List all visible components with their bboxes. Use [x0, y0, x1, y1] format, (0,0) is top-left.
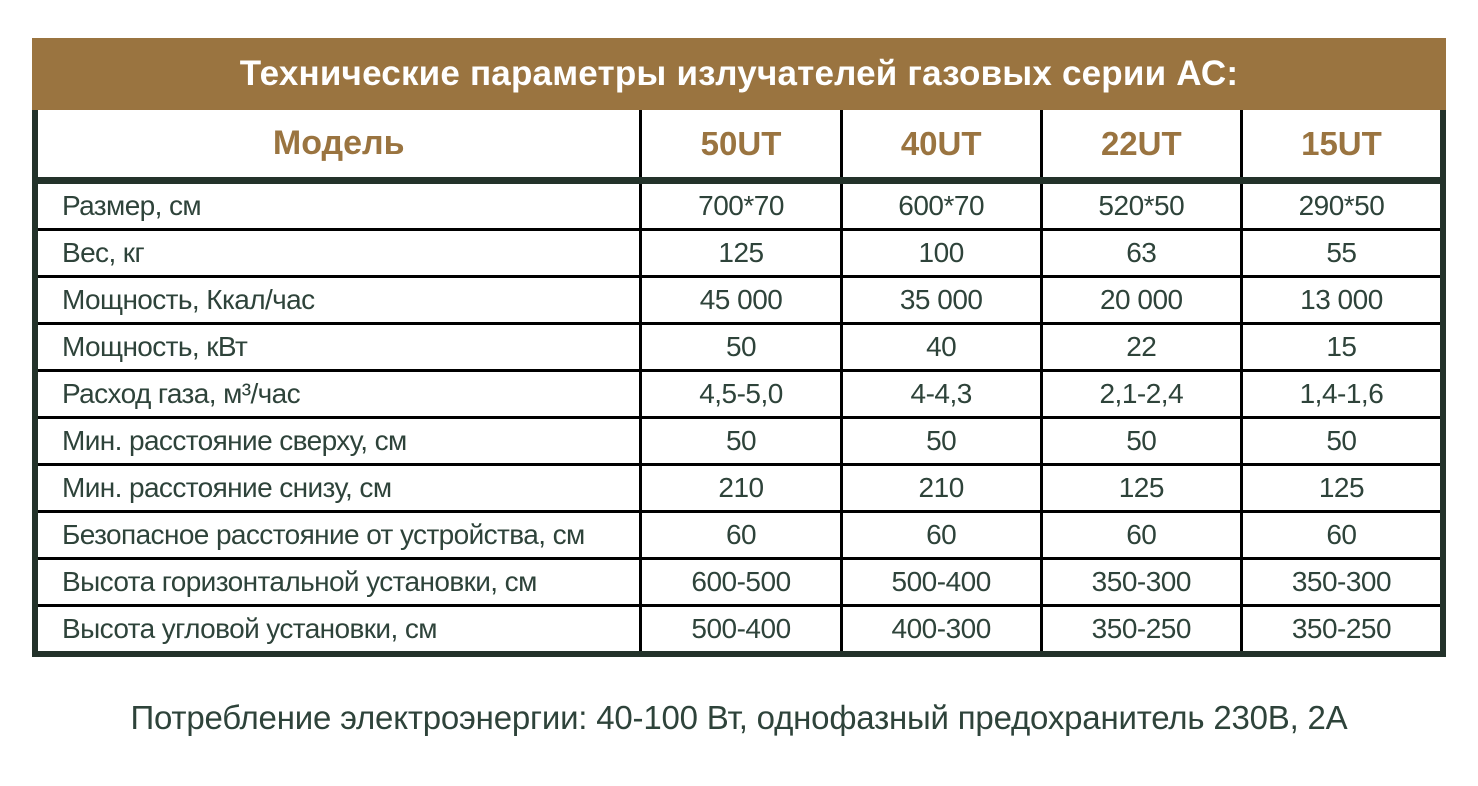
- table-title: Технические параметры излучателей газовых серии АС:: [239, 54, 1239, 93]
- row-value: 60: [1040, 513, 1240, 557]
- table-row: [38, 228, 1440, 275]
- row-value: 4,5-5,0: [639, 372, 839, 416]
- row-value: 50: [639, 325, 839, 369]
- table-row: [38, 369, 1440, 416]
- row-label: Мощность, кВт: [62, 331, 248, 362]
- row-value: 50: [1240, 419, 1440, 463]
- row-value: 350-250: [1240, 607, 1440, 651]
- header-model-label: Модель: [272, 124, 405, 162]
- row-value: 350-300: [1240, 560, 1440, 604]
- row-value: 50: [840, 419, 1040, 463]
- row-value: 60: [1240, 513, 1440, 557]
- table-row: [38, 557, 1440, 604]
- row-value: 100: [840, 231, 1040, 275]
- row-value: 350-300: [1040, 560, 1240, 604]
- row-value: 55: [1240, 231, 1440, 275]
- row-value: 60: [840, 513, 1040, 557]
- header-model-cell: 15UT: [1240, 110, 1440, 177]
- row-value: 2,1-2,4: [1040, 372, 1240, 416]
- row-value: 700*70: [639, 184, 839, 228]
- spec-table: [32, 38, 1446, 657]
- row-value: 210: [840, 466, 1040, 510]
- table-title-bar: [32, 38, 1446, 110]
- row-value: 15: [1240, 325, 1440, 369]
- row-value: 40: [840, 325, 1040, 369]
- row-label: Мощность, Ккал/час: [62, 284, 315, 315]
- row-value: 50: [639, 419, 839, 463]
- header-model-cell: 50UT: [639, 110, 839, 177]
- table-row: [38, 463, 1440, 510]
- table-frame: [32, 110, 1446, 657]
- row-value: 125: [1040, 466, 1240, 510]
- row-value: 60: [639, 513, 839, 557]
- row-value: 35 000: [840, 278, 1040, 322]
- row-value: 520*50: [1040, 184, 1240, 228]
- row-value: 45 000: [639, 278, 839, 322]
- row-value: 400-300: [840, 607, 1040, 651]
- table-row: [38, 275, 1440, 322]
- row-value: 600-500: [639, 560, 839, 604]
- row-value: 63: [1040, 231, 1240, 275]
- row-label: Вес, кг: [62, 237, 145, 268]
- row-value: 4-4,3: [840, 372, 1040, 416]
- table-row: [38, 184, 1440, 228]
- table-body: [38, 184, 1440, 651]
- row-label: Мин. расстояние сверху, см: [62, 425, 407, 456]
- row-value: 350-250: [1040, 607, 1240, 651]
- table-row: [38, 510, 1440, 557]
- row-label: Размер, см: [62, 190, 202, 221]
- row-value: 210: [639, 466, 839, 510]
- row-label: Безопасное расстояние от устройства, см: [62, 519, 585, 550]
- row-value: 1,4-1,6: [1240, 372, 1440, 416]
- header-model-cell: 40UT: [840, 110, 1040, 177]
- row-value: 22: [1040, 325, 1240, 369]
- table-header-row: [38, 110, 1440, 184]
- row-value: 290*50: [1240, 184, 1440, 228]
- row-value: 50: [1040, 419, 1240, 463]
- row-value: 500-400: [639, 607, 839, 651]
- row-label: Высота угловой установки, см: [62, 613, 437, 644]
- row-label: Мин. расстояние снизу, см: [62, 472, 392, 503]
- table-row: [38, 416, 1440, 463]
- table-row: [38, 322, 1440, 369]
- header-model-cell: 22UT: [1040, 110, 1240, 177]
- power-consumption-note: Потребление электроэнергии: 40-100 Вт, однофазный предохранитель 230В, 2А: [130, 699, 1348, 736]
- row-value: 600*70: [840, 184, 1040, 228]
- row-label: Высота горизонтальной установки, см: [62, 566, 537, 597]
- row-label: Расход газа, м³/час: [62, 378, 301, 409]
- row-value: 500-400: [840, 560, 1040, 604]
- row-value: 125: [639, 231, 839, 275]
- table-row: [38, 604, 1440, 651]
- row-value: 125: [1240, 466, 1440, 510]
- row-value: 20 000: [1040, 278, 1240, 322]
- row-value: 13 000: [1240, 278, 1440, 322]
